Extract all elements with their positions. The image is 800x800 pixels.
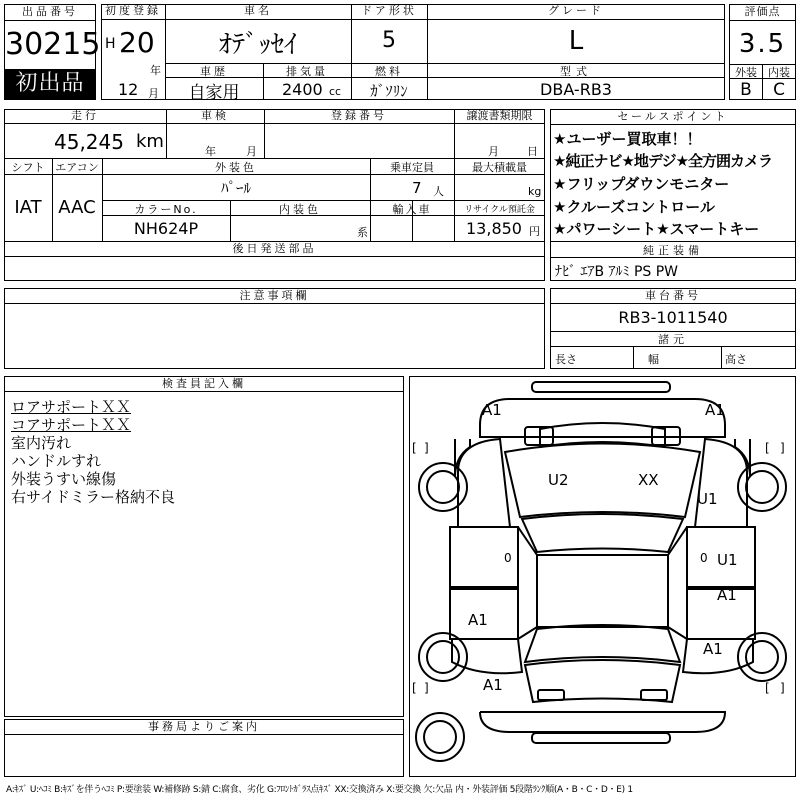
doors-value: 5 [382, 28, 396, 53]
displacement-unit: cc [329, 85, 342, 98]
svg-text:[: [ [765, 681, 770, 695]
displacement-value: 2400 [282, 80, 323, 99]
svg-text:[: [ [765, 441, 770, 455]
interior-grade: C [773, 80, 785, 100]
inspector-note-6: 右サイドミラー格納不良 [11, 488, 175, 506]
vehicle-info-table [4, 109, 545, 242]
score-label: 評価点 [730, 5, 795, 21]
inspection-label: 車検 [166, 109, 264, 124]
transfer-month-unit: 月 [488, 145, 499, 158]
sales-point-5: ★パワーシート★スマートキー [553, 220, 760, 238]
mileage-unit: km [136, 131, 164, 152]
shift-value: IAT [14, 197, 42, 218]
dim-width: 幅 [648, 353, 659, 366]
shift-label: シフト [11, 161, 45, 174]
grade-label: グレード [427, 4, 725, 20]
sales-point-4: ★クルーズコントロール [553, 198, 715, 216]
svg-text:0: 0 [504, 551, 512, 565]
doors-label: ドア形状 [351, 4, 427, 20]
reg-month-unit: 月 [148, 87, 159, 100]
transfer-label: 譲渡書類期限 [454, 109, 545, 124]
ac-value: AAC [58, 197, 96, 218]
model-value: DBA-RB3 [540, 80, 612, 99]
car-outline-drawing [410, 377, 795, 776]
inspector-label: 検査員記入欄 [5, 377, 403, 392]
lot-label: 出品番号 [5, 5, 95, 21]
reg-label: 初度登録 [101, 4, 165, 20]
mileage-label: 走行 [4, 109, 166, 124]
sales-point-1: ★ユーザー買取車！！ [553, 130, 702, 148]
chassis-label: 車台番号 [551, 289, 795, 304]
lot-number-block [4, 4, 101, 100]
load-unit: kg [528, 185, 542, 198]
sales-point-3: ★フリップダウンモニター [553, 175, 730, 193]
mark-xx-hood: XX [638, 471, 659, 489]
svg-text:[: [ [412, 681, 417, 695]
sales-points-label: セールスポイント [551, 110, 795, 125]
recycle-value: 13,850 [466, 219, 522, 238]
exterior-label: 外装 [735, 66, 757, 79]
inspector-note-2: コアサポートＸＸ [11, 416, 132, 434]
displacement-label: 排気量 [286, 65, 328, 78]
notes-box [4, 288, 545, 369]
load-label: 最大積載量 [472, 161, 527, 174]
chassis-value: RB3-1011540 [618, 308, 728, 327]
inspector-note-4: ハンドルすれ [11, 452, 102, 470]
interior-label: 内装 [768, 66, 790, 79]
svg-text:]: ] [424, 441, 429, 455]
mileage-value: 45,245 [54, 130, 124, 154]
recycle-unit: 円 [529, 225, 540, 238]
mark-u1-fender-right: U1 [697, 490, 718, 508]
svg-text:]: ] [424, 681, 429, 695]
mark-a1-rear-left: A1 [483, 676, 503, 694]
color-value: ﾊﾟｰﾙ [220, 179, 251, 197]
capacity-unit: 人 [433, 185, 444, 198]
inspector-box [4, 376, 404, 717]
plate-label: 登録番号 [264, 109, 454, 124]
car-name: ｵﾃﾞｯｾｲ [218, 30, 297, 60]
car-name-label: 車名 [165, 4, 351, 20]
legend-footer: A:ｷｽﾞ U:ﾍｺﾐ B:ｷｽﾞを伴うﾍｺﾐ P:要塗装 W:補修跡 S:錆 C:腐食、劣化 G:ﾌﾛﾝﾄｶﾞﾗｽ点ｷｽﾞ XX:交換済み X:要交換 欠:欠品 内・外装評価 5段階ﾗﾝｸ順(A・B・C・D・E) 1 [6, 785, 633, 795]
history-value: 自家用 [188, 83, 240, 103]
capacity-value: 7 [412, 179, 422, 197]
color-label: 外装色 [215, 161, 257, 174]
mark-a1-front-left: A1 [482, 401, 502, 419]
fuel-value: ｶﾞｿﾘﾝ [370, 82, 408, 100]
mark-a1-quarter-right: A1 [703, 640, 723, 658]
mark-u2-hood: U2 [548, 471, 569, 489]
notes-label: 注意事項欄 [5, 289, 544, 304]
model-label: 型式 [560, 65, 592, 78]
fuel-label: 燃料 [375, 65, 403, 78]
svg-text:]: ] [780, 441, 785, 455]
dimensions-label: 諸元 [658, 333, 688, 346]
reg-year: 20 [119, 26, 155, 59]
mark-a1-front-right: A1 [705, 401, 725, 419]
grade-value: L [568, 26, 584, 56]
mark-u1-door-right: U1 [717, 551, 738, 569]
later-parts-box [4, 241, 545, 281]
color-no-value: NH624P [133, 219, 199, 238]
equipment-value: ﾅﾋﾞ ｴｱB ｱﾙﾐ PS PW [555, 264, 679, 280]
svg-text:[: [ [412, 441, 417, 455]
svg-text:]: ] [780, 681, 785, 695]
inspector-note-1: ロアサポートＸＸ [11, 398, 132, 416]
inspector-note-5: 外装うすい線傷 [11, 470, 117, 488]
first-listing-badge: 初出品 [5, 69, 95, 99]
score-block [729, 4, 796, 100]
exterior-grade: B [740, 80, 752, 100]
mark-a1-door-rear-right: A1 [717, 586, 737, 604]
import-label: 輸入車 [392, 203, 432, 216]
inspector-note-3: 室内汚れ [11, 434, 72, 452]
interior-color-unit: 系 [357, 226, 368, 239]
insp-month-unit: 月 [246, 145, 257, 158]
office-box [4, 719, 404, 777]
interior-color-label: 内装色 [279, 203, 321, 216]
office-label: 事務局よりご案内 [5, 720, 403, 735]
chassis-box [550, 288, 796, 369]
capacity-label: 乗車定員 [390, 161, 434, 174]
transfer-day-unit: 日 [527, 145, 538, 158]
reg-era: H [105, 36, 116, 52]
reg-month: 12 [118, 80, 139, 99]
mark-a1-door-left: A1 [468, 611, 488, 629]
recycle-label: リサイクル預託金 [464, 205, 535, 215]
lot-number: 30215 [5, 27, 101, 62]
damage-diagram [409, 376, 796, 777]
dim-length: 長さ [555, 353, 577, 366]
color-no-label: カラーNo. [134, 203, 198, 216]
insp-year-unit: 年 [205, 145, 216, 158]
equipment-label: 純正装備 [643, 244, 703, 257]
history-label: 車歴 [200, 65, 228, 78]
dim-height: 高さ [725, 353, 747, 366]
sales-point-2: ★純正ナビ★地デジ★全方囲カメラ [553, 152, 773, 170]
sales-points-box [550, 109, 796, 281]
ac-label: エアコン [55, 161, 99, 174]
score-value: 3.5 [738, 29, 787, 59]
reg-year-unit: 年 [150, 64, 161, 77]
svg-text:0: 0 [700, 551, 708, 565]
later-parts-label: 後日発送部品 [5, 242, 544, 257]
